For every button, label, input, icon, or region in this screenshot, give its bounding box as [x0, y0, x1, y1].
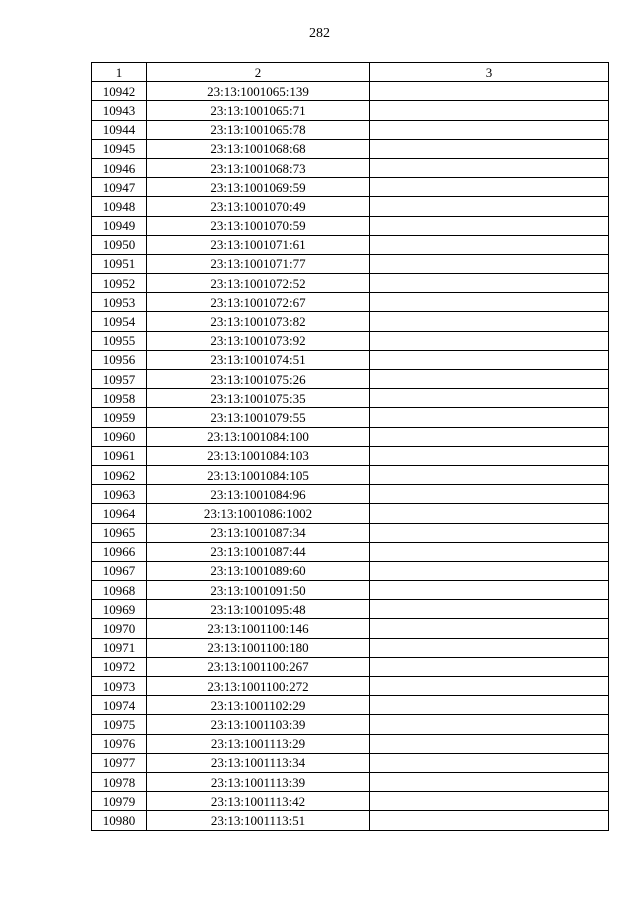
table-row [92, 504, 609, 523]
row-number-cell: 10972 [92, 657, 147, 676]
row-number-cell: 10964 [92, 504, 147, 523]
row-number-cell: 10975 [92, 715, 147, 734]
page-number: 282 [309, 26, 330, 41]
cadastral-number-cell: 23:13:1001084:105 [147, 465, 370, 484]
notes-cell [370, 734, 609, 753]
table-row [92, 734, 609, 753]
cadastral-number-cell: 23:13:1001075:26 [147, 370, 370, 389]
notes-cell [370, 504, 609, 523]
table-body [92, 82, 609, 830]
row-number-cell: 10965 [92, 523, 147, 542]
row-number-cell: 10963 [92, 485, 147, 504]
cadastral-number-cell: 23:13:1001113:42 [147, 792, 370, 811]
table-row [92, 465, 609, 484]
cadastral-number-cell: 23:13:1001113:39 [147, 772, 370, 791]
cadastral-number-cell: 23:13:1001068:73 [147, 158, 370, 177]
notes-cell [370, 465, 609, 484]
notes-cell [370, 139, 609, 158]
cadastral-number-cell: 23:13:1001072:52 [147, 274, 370, 293]
table-row [92, 350, 609, 369]
table-row [92, 657, 609, 676]
table-row [92, 158, 609, 177]
notes-cell [370, 811, 609, 830]
table-row [92, 274, 609, 293]
cadastral-number-cell: 23:13:1001100:180 [147, 638, 370, 657]
table-row [92, 178, 609, 197]
cadastral-number-cell: 23:13:1001073:82 [147, 312, 370, 331]
cadastral-number-cell: 23:13:1001113:34 [147, 753, 370, 772]
row-number-cell: 10979 [92, 792, 147, 811]
notes-cell [370, 82, 609, 101]
cadastral-number-cell: 23:13:1001070:59 [147, 216, 370, 235]
row-number-cell: 10949 [92, 216, 147, 235]
notes-cell [370, 197, 609, 216]
cadastral-number-cell: 23:13:1001071:77 [147, 254, 370, 273]
notes-cell [370, 312, 609, 331]
table-row [92, 408, 609, 427]
notes-cell [370, 715, 609, 734]
cadastral-number-cell: 23:13:1001113:29 [147, 734, 370, 753]
table-row [92, 139, 609, 158]
cadastral-number-cell: 23:13:1001100:272 [147, 677, 370, 696]
table-row [92, 427, 609, 446]
register-table [91, 62, 609, 831]
cadastral-number-cell: 23:13:1001070:49 [147, 197, 370, 216]
row-number-cell: 10948 [92, 197, 147, 216]
row-number-cell: 10980 [92, 811, 147, 830]
cadastral-number-cell: 23:13:1001068:68 [147, 139, 370, 158]
cadastral-number-cell: 23:13:1001095:48 [147, 600, 370, 619]
table-row [92, 120, 609, 139]
notes-cell [370, 542, 609, 561]
notes-cell [370, 561, 609, 580]
header-col-2: 2 [147, 63, 370, 82]
cadastral-number-cell: 23:13:1001091:50 [147, 581, 370, 600]
header-col-1: 1 [92, 63, 147, 82]
notes-cell [370, 619, 609, 638]
row-number-cell: 10942 [92, 82, 147, 101]
table-row [92, 197, 609, 216]
row-number-cell: 10947 [92, 178, 147, 197]
row-number-cell: 10955 [92, 331, 147, 350]
table-row [92, 312, 609, 331]
row-number-cell: 10966 [92, 542, 147, 561]
row-number-cell: 10950 [92, 235, 147, 254]
row-number-cell: 10959 [92, 408, 147, 427]
table-row [92, 216, 609, 235]
table-row [92, 792, 609, 811]
table-row [92, 82, 609, 101]
notes-cell [370, 158, 609, 177]
cadastral-number-cell: 23:13:1001100:267 [147, 657, 370, 676]
row-number-cell: 10970 [92, 619, 147, 638]
row-number-cell: 10976 [92, 734, 147, 753]
table-row [92, 811, 609, 830]
notes-cell [370, 101, 609, 120]
row-number-cell: 10951 [92, 254, 147, 273]
table-row [92, 446, 609, 465]
cadastral-number-cell: 23:13:1001087:34 [147, 523, 370, 542]
notes-cell [370, 408, 609, 427]
table-row [92, 254, 609, 273]
cadastral-number-cell: 23:13:1001073:92 [147, 331, 370, 350]
notes-cell [370, 216, 609, 235]
row-number-cell: 10958 [92, 389, 147, 408]
row-number-cell: 10971 [92, 638, 147, 657]
table-row [92, 696, 609, 715]
cadastral-number-cell: 23:13:1001075:35 [147, 389, 370, 408]
row-number-cell: 10978 [92, 772, 147, 791]
cadastral-number-cell: 23:13:1001113:51 [147, 811, 370, 830]
notes-cell [370, 293, 609, 312]
table-row [92, 677, 609, 696]
cadastral-number-cell: 23:13:1001084:103 [147, 446, 370, 465]
notes-cell [370, 370, 609, 389]
notes-cell [370, 581, 609, 600]
table-row [92, 772, 609, 791]
table-row [92, 619, 609, 638]
cadastral-number-cell: 23:13:1001079:55 [147, 408, 370, 427]
notes-cell [370, 446, 609, 465]
notes-cell [370, 753, 609, 772]
table-row [92, 561, 609, 580]
row-number-cell: 10952 [92, 274, 147, 293]
table-header [92, 63, 609, 82]
row-number-cell: 10954 [92, 312, 147, 331]
cadastral-number-cell: 23:13:1001084:96 [147, 485, 370, 504]
table-row [92, 485, 609, 504]
notes-cell [370, 254, 609, 273]
row-number-cell: 10957 [92, 370, 147, 389]
table-row [92, 542, 609, 561]
table-row [92, 389, 609, 408]
notes-cell [370, 331, 609, 350]
notes-cell [370, 657, 609, 676]
cadastral-number-cell: 23:13:1001087:44 [147, 542, 370, 561]
cadastral-number-cell: 23:13:1001102:29 [147, 696, 370, 715]
table-row [92, 753, 609, 772]
notes-cell [370, 638, 609, 657]
cadastral-number-cell: 23:13:1001086:1002 [147, 504, 370, 523]
cadastral-number-cell: 23:13:1001084:100 [147, 427, 370, 446]
row-number-cell: 10943 [92, 101, 147, 120]
notes-cell [370, 677, 609, 696]
notes-cell [370, 696, 609, 715]
row-number-cell: 10968 [92, 581, 147, 600]
notes-cell [370, 792, 609, 811]
notes-cell [370, 274, 609, 293]
row-number-cell: 10967 [92, 561, 147, 580]
row-number-cell: 10962 [92, 465, 147, 484]
notes-cell [370, 120, 609, 139]
row-number-cell: 10973 [92, 677, 147, 696]
row-number-cell: 10946 [92, 158, 147, 177]
row-number-cell: 10969 [92, 600, 147, 619]
cadastral-number-cell: 23:13:1001100:146 [147, 619, 370, 638]
cadastral-number-cell: 23:13:1001103:39 [147, 715, 370, 734]
table-row [92, 600, 609, 619]
table-row [92, 715, 609, 734]
row-number-cell: 10945 [92, 139, 147, 158]
table-row [92, 370, 609, 389]
row-number-cell: 10977 [92, 753, 147, 772]
table-row [92, 293, 609, 312]
table-row [92, 101, 609, 120]
notes-cell [370, 600, 609, 619]
cadastral-number-cell: 23:13:1001089:60 [147, 561, 370, 580]
notes-cell [370, 772, 609, 791]
notes-cell [370, 235, 609, 254]
cadastral-number-cell: 23:13:1001065:78 [147, 120, 370, 139]
row-number-cell: 10974 [92, 696, 147, 715]
header-col-3: 3 [370, 63, 609, 82]
notes-cell [370, 523, 609, 542]
cadastral-number-cell: 23:13:1001065:139 [147, 82, 370, 101]
table-row [92, 523, 609, 542]
row-number-cell: 10960 [92, 427, 147, 446]
cadastral-number-cell: 23:13:1001074:51 [147, 350, 370, 369]
notes-cell [370, 389, 609, 408]
notes-cell [370, 427, 609, 446]
row-number-cell: 10953 [92, 293, 147, 312]
table-row [92, 581, 609, 600]
row-number-cell: 10961 [92, 446, 147, 465]
table-row [92, 235, 609, 254]
notes-cell [370, 350, 609, 369]
row-number-cell: 10944 [92, 120, 147, 139]
table-row [92, 638, 609, 657]
cadastral-number-cell: 23:13:1001071:61 [147, 235, 370, 254]
row-number-cell: 10956 [92, 350, 147, 369]
cadastral-number-cell: 23:13:1001069:59 [147, 178, 370, 197]
table-row [92, 331, 609, 350]
cadastral-number-cell: 23:13:1001072:67 [147, 293, 370, 312]
notes-cell [370, 485, 609, 504]
notes-cell [370, 178, 609, 197]
header-row [92, 63, 609, 82]
cadastral-number-cell: 23:13:1001065:71 [147, 101, 370, 120]
